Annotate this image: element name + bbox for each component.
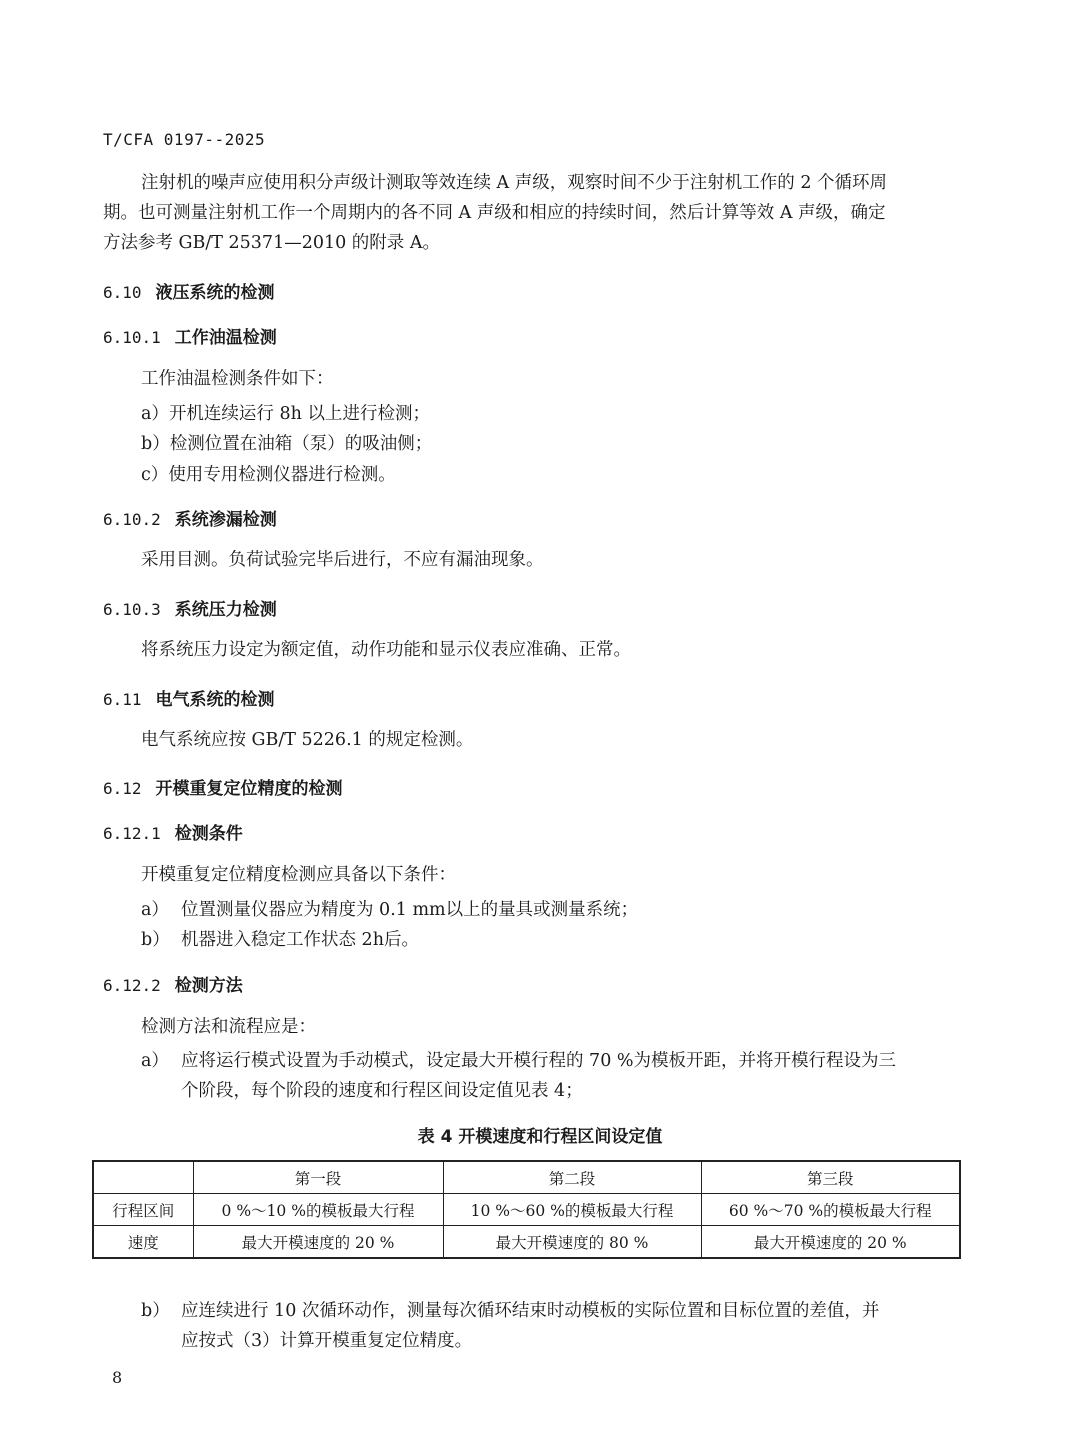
list-text: 应连续进行 10 次循环动作，测量每次循环结束时动模板的实际位置和目标位置的差值，并 — [181, 1301, 880, 1321]
section-title: 液压系统的检测 — [155, 283, 275, 303]
section-title: 检测方法 — [174, 976, 243, 996]
section-number: 6.10.3 — [103, 600, 161, 619]
pressure-check-text: 将系统压力设定为额定值，动作功能和显示仪表应准确、正常。 — [141, 640, 631, 660]
section-number: 6.11 — [103, 690, 142, 709]
table-header-row — [93, 1161, 960, 1194]
list-label: b） — [141, 1301, 170, 1321]
table-header-cell: 第二段 — [443, 1161, 701, 1194]
section-title: 电气系统的检测 — [155, 690, 275, 710]
conditions-lead: 开模重复定位精度检测应具备以下条件： — [141, 865, 456, 885]
list-item — [141, 400, 430, 425]
list-item — [141, 1047, 896, 1072]
table-row — [93, 1194, 960, 1226]
table-cell: 60 %～70 %的模板最大行程 — [701, 1194, 960, 1226]
table-cell: 最大开模速度的 20 % — [193, 1226, 443, 1259]
list-label: a） — [141, 900, 169, 920]
list-text: 开机连续运行 8h 以上进行检测； — [168, 404, 430, 424]
section-title: 工作油温检测 — [174, 328, 277, 348]
oil-temp-lead: 工作油温检测条件如下： — [141, 369, 334, 389]
list-item-continuation: 应按式（3）计算开模重复定位精度。 — [181, 1331, 473, 1351]
list-item-continuation: 个阶段，每个阶段的速度和行程区间设定值见表 4； — [181, 1081, 583, 1101]
intro-line-2: 期。也可测量注射机工作一个周期内的各不同 A 声级和相应的持续时间，然后计算等效 A 声级，确定 — [103, 203, 886, 223]
table-cell: 速度 — [93, 1226, 193, 1259]
list-label: b） — [141, 930, 170, 950]
electrical-check-text: 电气系统应按 GB/T 5226.1 的规定检测。 — [141, 730, 474, 750]
settings-table — [92, 1160, 961, 1259]
intro-line-1: 注射机的噪声应使用积分声级计测取等效连续 A 声级，观察时间不少于注射机工作的 2 个循环周 — [141, 173, 888, 193]
table-header-cell: 第一段 — [193, 1161, 443, 1194]
section-number: 6.12.2 — [103, 976, 161, 995]
page-number: 8 — [112, 1368, 123, 1387]
leak-check-text: 采用目测。负荷试验完毕后进行，不应有漏油现象。 — [141, 550, 544, 570]
list-item — [141, 1297, 879, 1322]
list-item — [141, 430, 432, 455]
section-number: 6.12.1 — [103, 824, 161, 843]
list-item — [141, 896, 638, 921]
section-title: 系统渗漏检测 — [174, 510, 277, 530]
section-number: 6.10.1 — [103, 328, 161, 347]
section-heading-6-10-1 — [103, 323, 277, 348]
section-number: 6.12 — [103, 779, 142, 798]
table-header-cell: 第三段 — [701, 1161, 960, 1194]
section-heading-6-12-2 — [103, 971, 243, 996]
section-number: 6.10 — [103, 283, 142, 302]
list-label: c） — [141, 465, 169, 485]
section-title: 开模重复定位精度的检测 — [155, 779, 343, 799]
list-text: 使用专用检测仪器进行检测。 — [168, 465, 396, 485]
standard-code: T/CFA 0197--2025 — [103, 130, 266, 149]
list-text: 检测位置在油箱（泵）的吸油侧； — [169, 434, 433, 454]
section-heading-6-12-1 — [103, 819, 243, 844]
section-heading-6-12 — [103, 774, 343, 799]
table-caption: 表 4 开模速度和行程区间设定值 — [417, 1127, 663, 1147]
list-label: a） — [141, 1051, 169, 1071]
list-item — [141, 926, 419, 951]
section-number: 6.10.2 — [103, 510, 161, 529]
intro-line-3: 方法参考 GB/T 25371—2010 的附录 A。 — [103, 233, 441, 253]
list-text: 机器进入稳定工作状态 2h后。 — [181, 930, 419, 950]
table-cell: 10 %～60 %的模板最大行程 — [443, 1194, 701, 1226]
list-item — [141, 461, 396, 486]
method-lead: 检测方法和流程应是： — [141, 1017, 316, 1037]
table-cell: 最大开模速度的 80 % — [443, 1226, 701, 1259]
section-heading-6-11 — [103, 685, 275, 710]
list-text: 位置测量仪器应为精度为 0.1 mm以上的量具或测量系统； — [181, 900, 639, 920]
list-label: b） — [141, 434, 170, 454]
table-cell: 最大开模速度的 20 % — [701, 1226, 960, 1259]
table-row — [93, 1226, 960, 1259]
table-header-cell — [93, 1161, 193, 1194]
list-text: 应将运行模式设置为手动模式，设定最大开模行程的 70 %为模板开距，并将开模行程设为三 — [181, 1051, 897, 1071]
section-heading-6-10-3 — [103, 595, 277, 620]
section-heading-6-10-2 — [103, 505, 277, 530]
table-cell: 0 %～10 %的模板最大行程 — [193, 1194, 443, 1226]
list-label: a） — [141, 404, 169, 424]
section-title: 检测条件 — [174, 824, 243, 844]
section-heading-6-10 — [103, 278, 275, 303]
table-cell: 行程区间 — [93, 1194, 193, 1226]
section-title: 系统压力检测 — [174, 600, 277, 620]
